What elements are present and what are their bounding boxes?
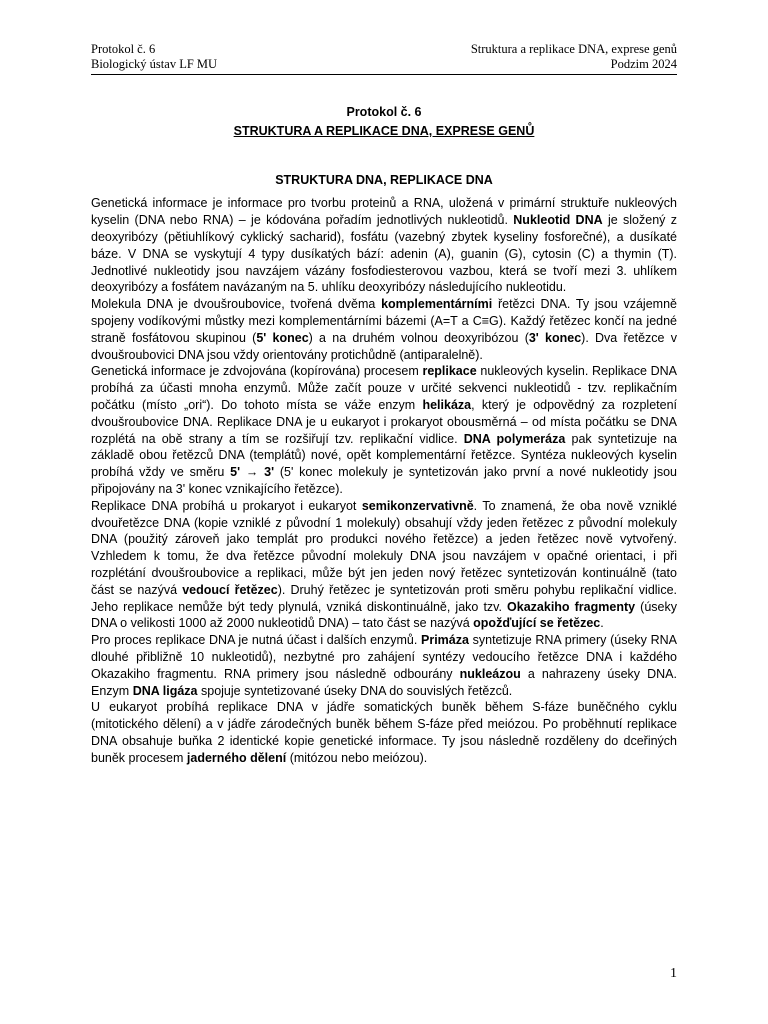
bold-term: Primáza: [421, 633, 469, 648]
text-run: , který je odpovědný za rozpletení dvoušroubovice DNA. Replikace DNA je u eukaryot i prokaryot obousměrná – od místa počátku se DNA rozplétá na obě strany a tím se rozšiřují tzv. replikační vidlice.: [91, 397, 677, 446]
document-body: [91, 104, 677, 766]
text-run: (mitózou nebo meiózou).: [286, 750, 428, 765]
title-block: [91, 104, 677, 140]
text-run: ). Dva řetězce v dvoušroubovici DNA jsou vždy orientovány protichůdně (antiparalelně).: [91, 330, 677, 362]
text-run: Genetická informace je zdvojována (kopírována) procesem: [91, 364, 423, 379]
bold-term: nukleázou: [459, 666, 521, 681]
text-run: pak syntetizuje na základě obou řetězců DNA (templátů) nové, opět komplementární řetězce. Syntéza nukleových kyselin probíhá vždy ve směru: [91, 431, 677, 480]
header-document-topic: Struktura a replikace DNA, exprese genů: [470, 42, 677, 56]
paragraph: [91, 699, 677, 766]
page-header: [91, 42, 677, 72]
header-institution: Biologický ústav LF MU: [91, 57, 218, 71]
bold-term: 3' konec: [528, 330, 582, 345]
bold-term: 5' konec: [256, 330, 309, 345]
bold-term: vedoucí řetězec: [182, 582, 278, 597]
text-run: Genetická informace je informace pro tvorbu proteinů a RNA, uložená v primární struktuře nukleových kyselin (DNA nebo RNA) – je kódována pořadím jednotlivých nukleotidů.: [91, 196, 677, 228]
bold-term: helikáza: [422, 397, 472, 412]
bold-term: Okazakiho fragmenty: [507, 599, 636, 614]
bold-term: Nukleotid DNA: [513, 213, 603, 228]
bold-term: DNA ligáza: [132, 683, 198, 698]
text-run: . To znamená, že oba nově vzniklé dvouřetězce DNA (kopie vzniklé z původní 1 molekuly) obsahují vždy jeden řetězec z původní molekuly DNA (použitý zároveň jako templát pro produkci nového řetězce) a jeden řetězec nově vytvořený. Vzhledem k tomu, že dva řetězce původní molekuly DNA jsou navzájem v opačné orientaci, i při rozplétání dvoušroubovice a replikaci, může být jen jeden nový řetězec syntetizován kontinuálně (tato část se nazývá: [91, 498, 677, 597]
bold-term: jaderného dělení: [186, 750, 287, 765]
text-run: nukleových kyselin. Replikace DNA probíhá za účasti mnoha enzymů. Může začít pouze v určité sekvenci nukleotidů - tzv. replikačním počátku (místo „ori“). Do tohoto místa se váže enzym: [91, 364, 678, 412]
paragraph: [91, 195, 677, 296]
text-run: .: [600, 616, 604, 631]
text-run: řetězci DNA. Ty jsou vzájemně spojeny vodíkovými můstky mezi komplementárními bázemi (A=T a C≡G). Každý řetězec končí na jedné straně fosfátovou skupinou (: [91, 297, 677, 345]
text-run: Molekula DNA je dvoušroubovice, tvořená dvěma: [91, 297, 382, 312]
text-run: (úseky DNA o velikosti 1000 až 2000 nukleotidů DNA) – tato část se nazývá: [91, 599, 677, 631]
paragraph-list: [91, 195, 677, 766]
text-run: Pro proces replikace DNA je nutná účast i dalších enzymů.: [91, 633, 421, 648]
header-semester: Podzim 2024: [610, 57, 677, 71]
paragraph: [91, 296, 677, 363]
text-run: ). Druhý řetězec je syntetizován proti směru pohybu replikační vidlice. Jeho replikace nemůže být tedy plynulá, vzniká diskontinuálně, jako tzv.: [91, 582, 678, 614]
text-run: ) a na druhém volnou deoxyribózou (: [308, 330, 529, 345]
bold-term: replikace: [422, 364, 477, 379]
text-run: (5' konec molekuly je syntetizován jako první a nové nukleotidy jsou připojovány na 3' konec vznikajícího řetězce).: [91, 465, 677, 496]
bold-term: 5' → 3': [230, 465, 275, 480]
paragraph: [91, 632, 677, 699]
page-number: 1: [670, 966, 677, 981]
text-run: Replikace DNA probíhá u prokaryot i eukaryot: [91, 498, 362, 513]
header-protocol-number: Protokol č. 6: [91, 42, 156, 56]
bold-term: semikonzervativně: [361, 498, 474, 513]
text-run: U eukaryot probíhá replikace DNA v jádře somatických buněk během S-fáze buněčného cyklu (mitotického dělení) a v jádře zárodečných buněk během S-fáze před meiózou. Po proběhnutí replikace DNA obsahuje buňka 2 identické kopie genetické informace. Ty jsou následně rozděleny do dceřiných buněk procesem: [91, 700, 677, 765]
protocol-subtitle: STRUKTURA A REPLIKACE DNA, EXPRESE GENŮ: [233, 123, 535, 138]
text-run: a nahrazeny úseky DNA. Enzym: [91, 666, 677, 698]
bold-term: komplementárními: [381, 297, 493, 312]
paragraph: [91, 498, 677, 632]
protocol-title: Protokol č. 6: [346, 105, 422, 119]
section-heading: STRUKTURA DNA, REPLIKACE DNA: [275, 172, 493, 187]
text-run: je složený z deoxyribózy (pětiuhlíkový cyklický sacharid), fosfátu (vazebný zbytek kyseliny fosforečné), a dusíkaté báze. V DNA se vyskytují 4 typy dusíkatých bází: adenin (A), guanin (G), cytosin (C) a thymin (T). Jednotlivé nukleotidy jsou navzájem vázány fosfodiesterovou vazbou, která se tvoří mezi 3. uhlíkem deoxyribózy a fosfátem navázaným na 5. uhlíku deoxyribózy následujícího nukleotidu.: [91, 213, 677, 295]
bold-term: DNA polymeráza: [463, 431, 566, 446]
text-run: spojuje syntetizované úseky DNA do souvislých řetězců.: [197, 683, 513, 698]
bold-term: opožďující se řetězec: [473, 616, 601, 631]
text-run: syntetizuje RNA primery (úseky RNA dlouhé přibližně 10 nukleotidů), nezbytné pro zahájení syntézy vedoucího řetězce DNA i každého Okazakiho fragmentu. RNA primery jsou následně odbourány: [91, 633, 677, 681]
paragraph: [91, 363, 677, 497]
header-divider: [91, 74, 677, 75]
